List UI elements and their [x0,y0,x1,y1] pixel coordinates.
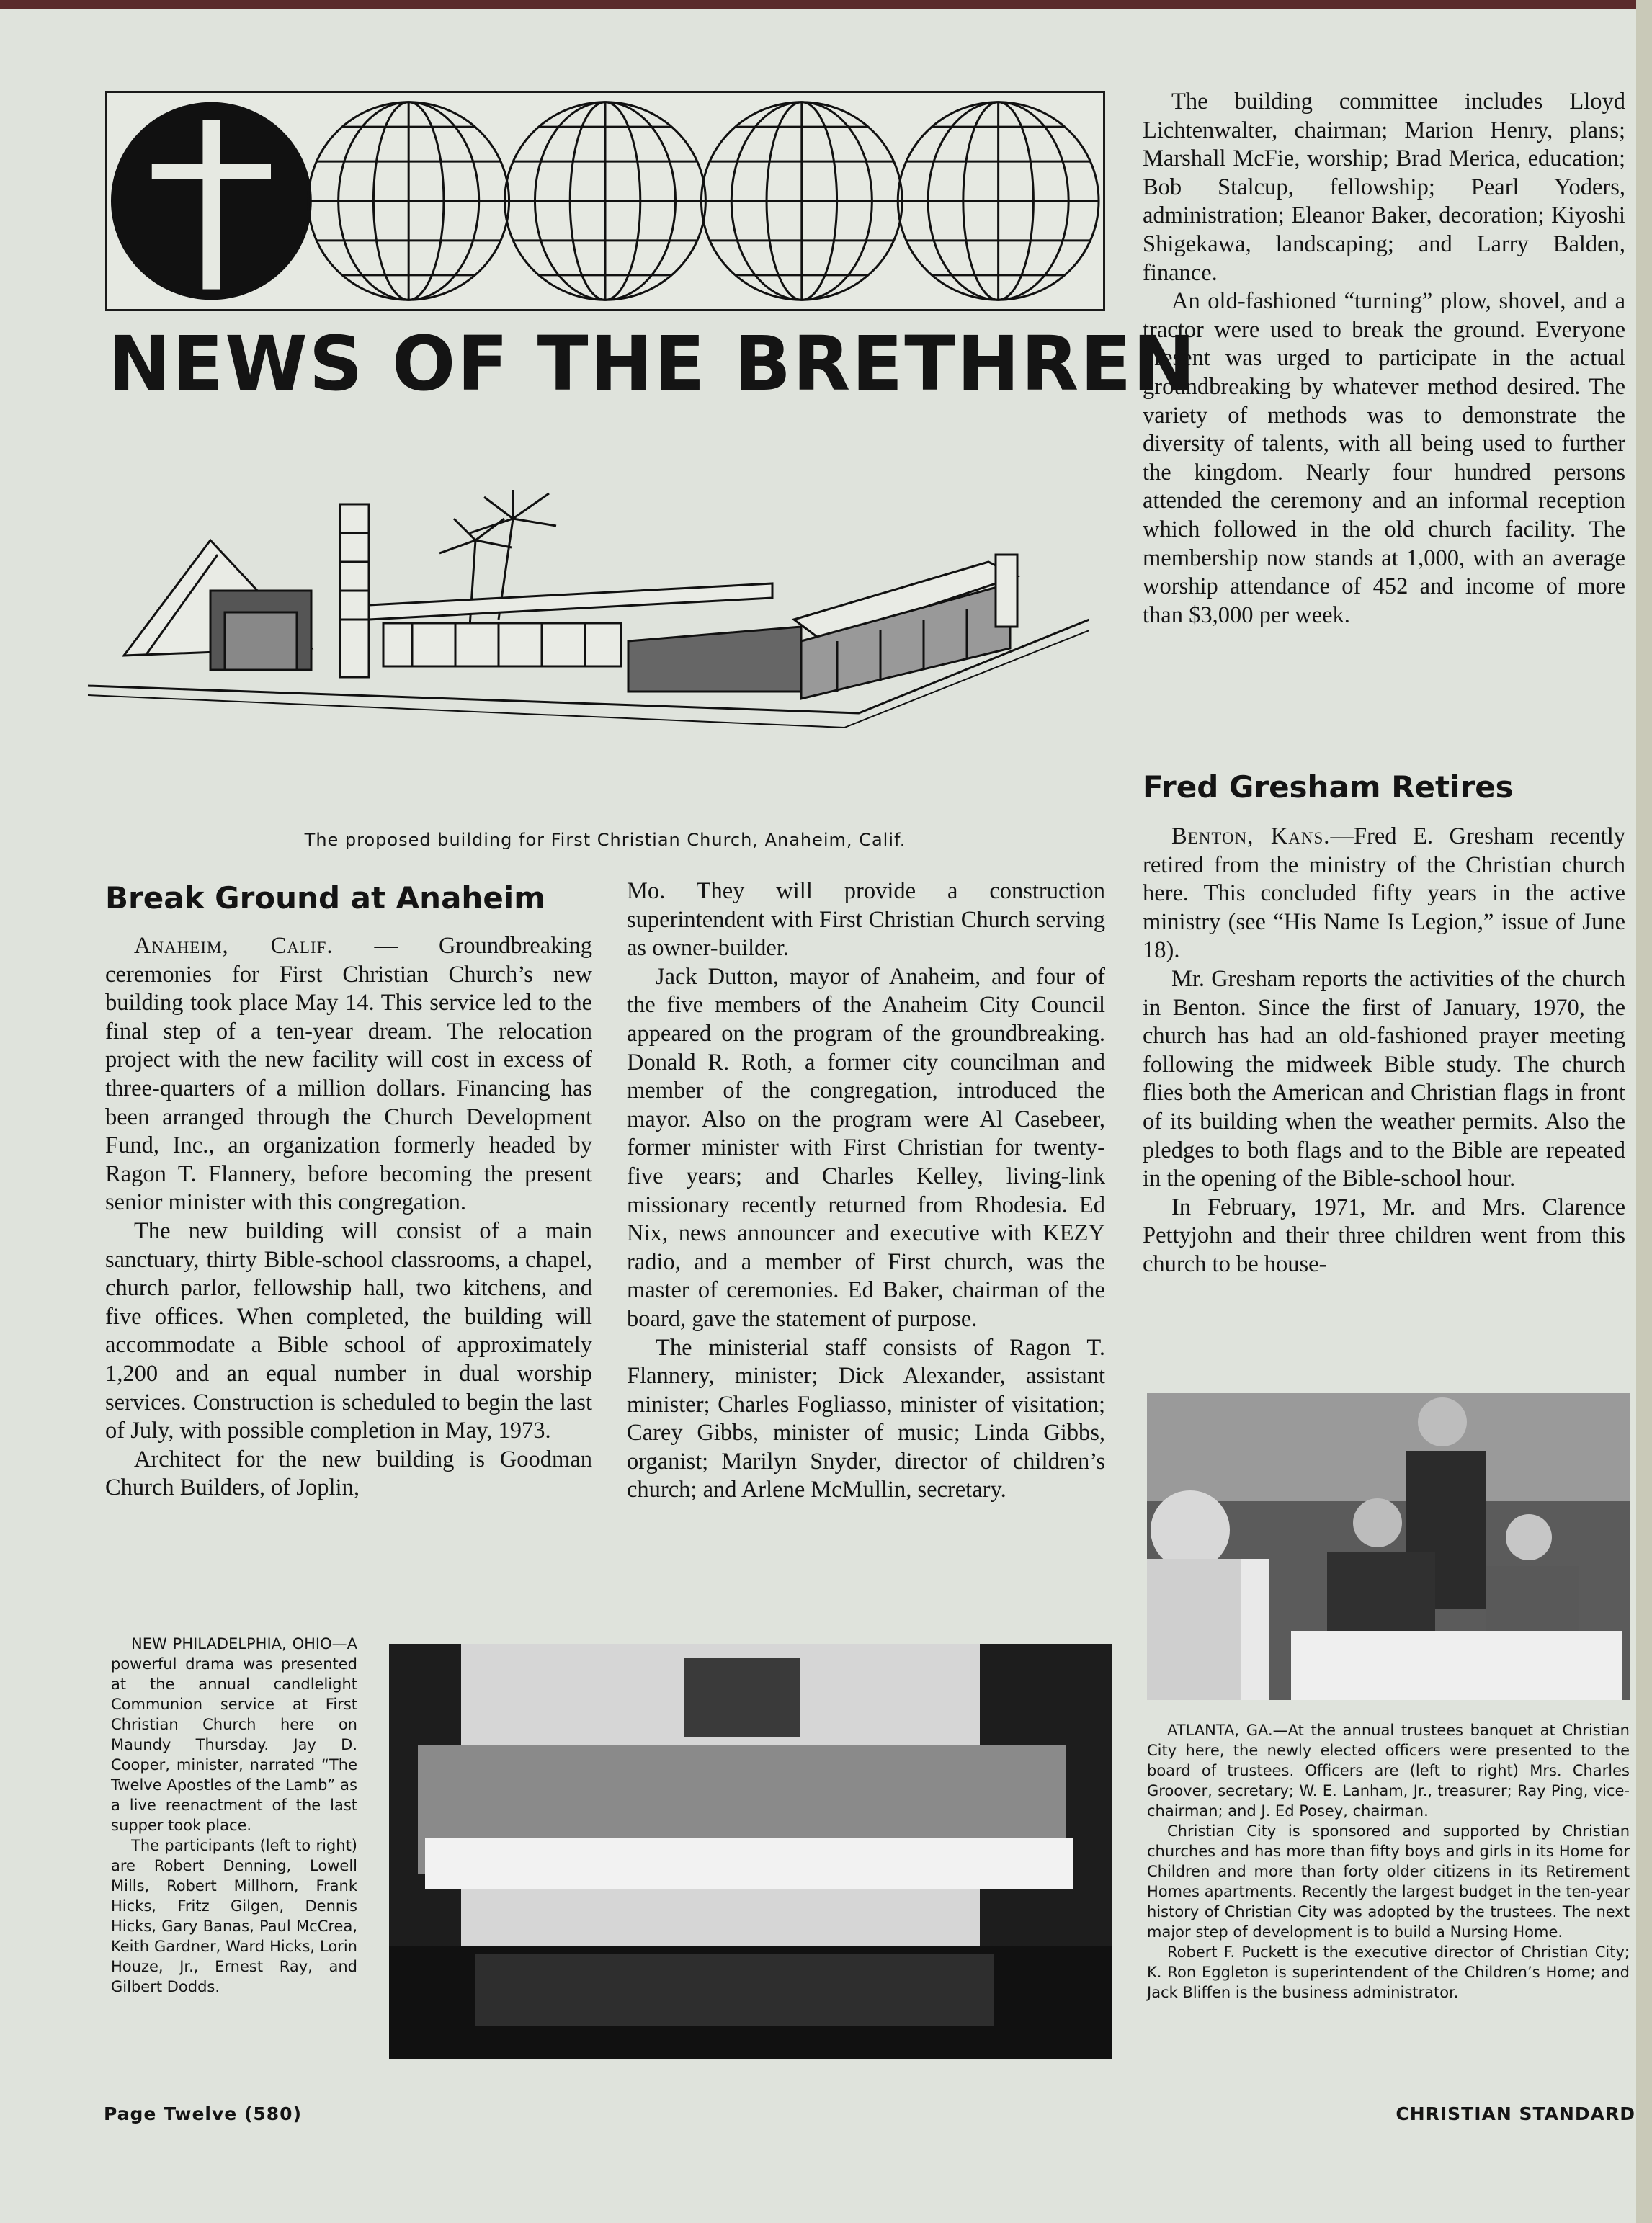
article-column-gresham [1143,823,1625,1279]
caption-paragraph: Christian City is sponsored and supported by Christian churches and has more than fifty boys and girls in its Home for Children and more than forty older citizens in its Retirement Homes apartments. Recently the largest budget in the ten-year history of Christian City was adopted by the trustees. The next major step of development is to build a Nursing Home. [1147,1822,1630,1941]
new-philadelphia-caption [111,1634,357,1997]
caption-paragraph: ATLANTA, GA.—At the annual trustees banquet at Christian City here, the newly elected officers were presented to the board of trustees. Officers are (left to right) Mrs. Charles Groover, secretary; W. E. Lanham, Jr., treasurer; Ray Ping, vice-chairman; and J. Ed Posey, chairman. [1147,1722,1630,1820]
article-paragraph: Mo. They will provide a construction superintendent with First Christian Church serving as owner-builder. [627,878,1105,962]
article-column-2 [627,877,1105,1505]
page-top-edge [0,0,1652,9]
cross-icon [111,102,312,300]
atlanta-caption [1147,1720,1630,2003]
page-title: NEWS OF THE BRETHREN [108,320,1197,408]
article-paragraph: Mr. Gresham reports the activities of the church in Benton. Since the first of January, 1970, the church has had an old-fashioned prayer meeting following the midweek Bible study. The church flies both the American and Christian flags in front of its building when the weather permits. Also the pledges to both flags and to the Bible are repeated in the opening of the Bible-school hour. [1143,965,1625,1192]
dateline: Anaheim, Calif. [134,933,334,959]
page-right-edge [1636,0,1652,2223]
article-paragraph: In February, 1971, Mr. and Mrs. Clarence Pettyjohn and their three children went from this church to be house- [1143,1194,1625,1277]
article-paragraph: Architect for the new building is Goodman Church Builders, of Joplin, [105,1446,592,1501]
masthead-emblem [105,91,1105,311]
globe-icon [898,102,1099,300]
article-headline-anaheim: Break Ground at Anaheim [105,880,545,916]
article-paragraph: An old-fashioned “turning” plow, shovel, and a tractor were used to break the ground. Everyone present was urged to participate in the actual groundbreaking by whatever method desired. The variety of methods was to demonstrate the diversity of talents, with all being used to further the kingdom. Nearly four hundred persons attended the ceremony and an informal reception which followed in the old church facility. The membership now stands at 1,000, with an average worship attendance of 452 and income of more than $3,000 per week. [1143,288,1625,628]
article-paragraph: The building committee includes Lloyd Lichtenwalter, chairman; Marion Henry, plans; Marshall McFie, worship; Brad Merica, education; Bob Stalcup, fellowship; Pearl Yoders, administration; Eleanor Baker, decoration; Kiyoshi Shigekawa, landscaping; and Larry Balden, finance. [1143,89,1625,286]
article-paragraph: Anaheim, Calif. — Groundbreaking ceremonies for First Christian Church’s new building took place May 14. This service led to the final step of a ten-year dream. The relocation project with the new facility will cost in excess of three-quarters of a million dollars. Financing has been arranged through the Church Development Fund, Inc., an organization formerly headed by Ragon T. Flannery, before becoming the present senior minister with this congregation. [105,933,592,1216]
last-supper-reenactment-photo [389,1644,1112,2059]
dateline: Benton, Kans. [1171,823,1331,849]
article-column-3 [1143,88,1625,630]
caption-paragraph: NEW PHILADELPHIA, OHIO—A powerful drama was presented at the annual candlelight Communion service at First Christian Church here on Maundy Thursday. Jay D. Cooper, minister, narrated “The Twelve Apostles of the Lamb” as a live reenactment of the last supper took place. [111,1635,357,1834]
illustration-caption: The proposed building for First Christian Church, Anaheim, Calif. [304,830,906,850]
article-column-1 [105,932,592,1503]
article-paragraph: The ministerial staff consists of Ragon T. Flannery, minister; Dick Alexander, assistant minister; Charles Fogliasso, minister of visitation; Carey Gibbs, minister of music; Linda Gibbs, organist; Marilyn Snyder, director of children’s church; and Arlene McMullin, secretary. [627,1334,1105,1503]
article-paragraph: Jack Dutton, mayor of Anaheim, and four of the five members of the Anaheim City Council appeared on the program of the groundbreaking. Donald R. Roth, a former city councilman and member of the congregation, introduced the mayor. Also on the program were Al Casebeer, former minister with First Christian for twenty-five years; and Charles Kelley, living-link missionary recently returned from Rhodesia. Ed Nix, news announcer and executive with KEZY radio, and a member of First church, was the master of ceremonies. Ed Baker, chairman of the board, gave the statement of purpose. [627,963,1105,1332]
globe-icon [505,102,706,300]
page-number: Page Twelve (580) [104,2103,302,2124]
globe-icon [701,102,902,300]
article-paragraph: Benton, Kans.—Fred E. Gresham recently retired from the ministry of the Christian church here. This concluded fifty years in the active ministry (see “His Name Is Legion,” issue of June 18). [1143,823,1626,964]
caption-paragraph: The participants (left to right) are Robert Denning, Lowell Mills, Robert Millhorn, Frank Hicks, Fritz Gilgen, Dennis Hicks, Gary Banas, Paul McCrea, Keith Gardner, Ward Hicks, Lorin Houze, Jr., Ernest Ray, and Gilbert Dodds. [111,1837,357,1995]
caption-paragraph: Robert F. Puckett is the executive director of Christian City; K. Ron Eggleton is superintendent of the Children’s Home; and Jack Bliffen is the business administrator. [1147,1944,1630,2001]
globe-icon [308,102,509,300]
article-paragraph: The new building will consist of a main sanctuary, thirty Bible-school classrooms, a chapel, church parlor, fellowship hall, two kitchens, and five offices. When completed, the building will accommodate a Bible school of approximately 1,200 and an equal number in dual worship services. Construction is scheduled to begin the last of July, with possible completion in May, 1973. [105,1217,592,1444]
church-building-illustration [81,475,1089,778]
atlanta-trustees-photo [1147,1393,1630,1700]
article-headline-gresham: Fred Gresham Retires [1143,769,1514,805]
publication-name: CHRISTIAN STANDARD [1396,2103,1635,2124]
